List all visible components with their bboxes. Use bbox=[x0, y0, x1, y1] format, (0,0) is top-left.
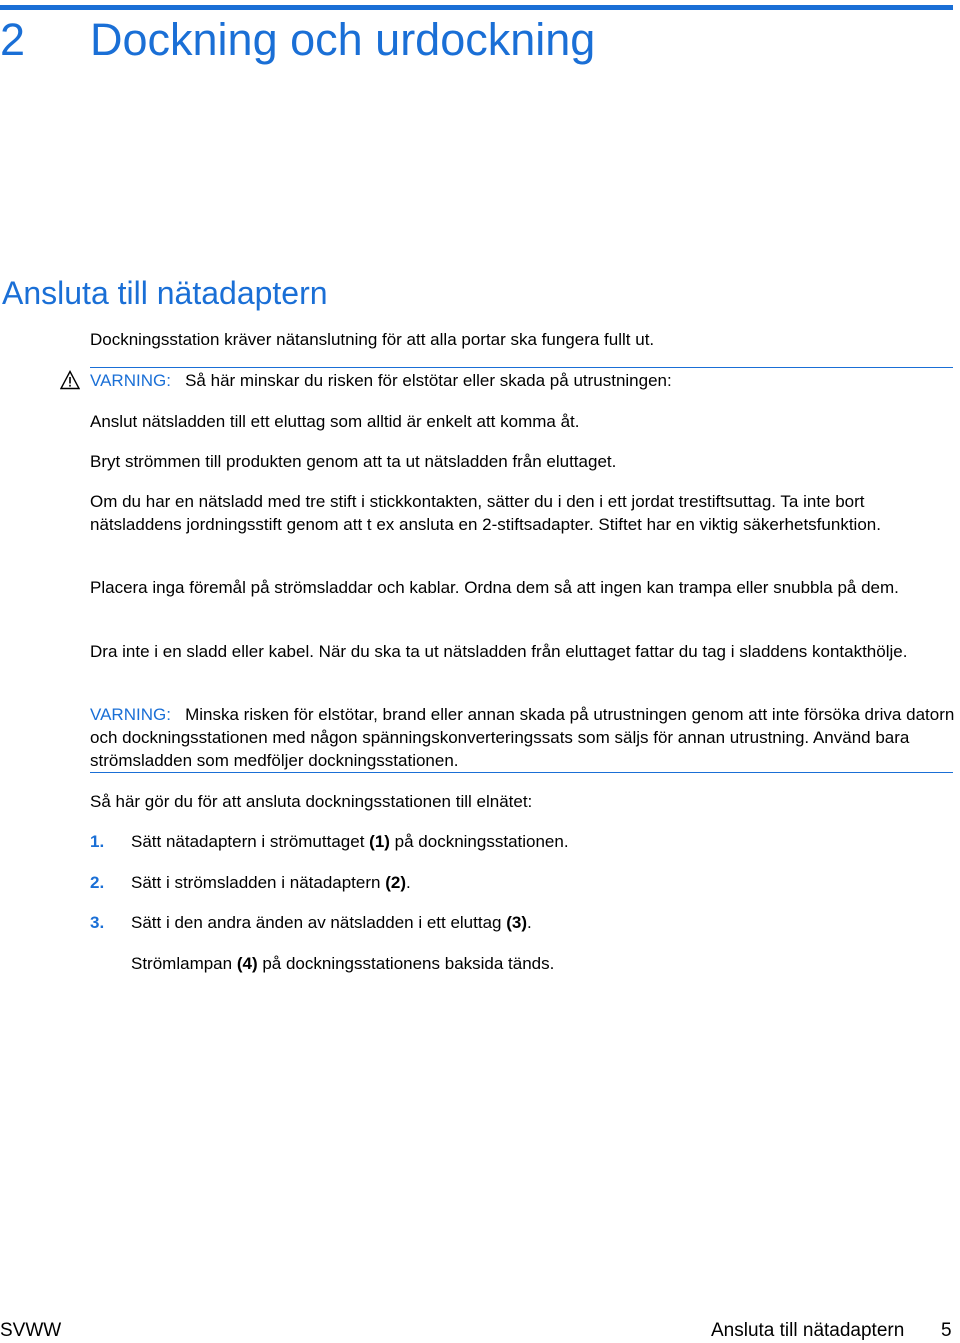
step-number: 2. bbox=[90, 873, 105, 892]
step-ref: (1) bbox=[369, 832, 390, 851]
step-number: 1. bbox=[90, 832, 105, 851]
result-ref: (4) bbox=[236, 954, 258, 973]
warning-1-text: Så här minskar du risken för elstötar eller skada på utrustningen: bbox=[185, 371, 672, 390]
warning-2 bbox=[90, 703, 960, 772]
warning-item: Placera inga föremål på strömsladdar och kablar. Ordna dem så att ingen kan trampa eller snubbla på dem. bbox=[90, 578, 899, 597]
section-title: Ansluta till nätadaptern bbox=[2, 275, 328, 311]
warning-bottom-rule bbox=[90, 772, 953, 773]
footer-left: SVWW bbox=[0, 1320, 62, 1341]
warning-2-label: VARNING: bbox=[90, 705, 171, 724]
intro-paragraph: Dockningsstation kräver nätanslutning för att alla portar ska fungera fullt ut. bbox=[90, 330, 655, 349]
step-number: 3. bbox=[90, 913, 105, 932]
step-ref: (2) bbox=[385, 873, 406, 892]
warning-top-rule bbox=[90, 367, 953, 368]
warning-item: Om du har en nätsladd med tre stift i stickkontakten, sätter du i den i ett jordat trestiftsuttag. Ta inte bort nätsladdens jordningsstift genom att t ex ansluta en 2-stiftsadapter. Stiftet har en viktig säkerhetsfunktion. bbox=[90, 492, 881, 534]
chapter-top-rule bbox=[0, 5, 953, 10]
step-result: Strömlampan (4) på dockningsstationens baksida tänds. bbox=[131, 954, 555, 973]
steps-intro: Så här gör du för att ansluta dockningsstationen till elnätet: bbox=[90, 792, 533, 811]
warning-item: Anslut nätsladden till ett eluttag som alltid är enkelt att komma åt. bbox=[90, 412, 580, 431]
chapter-heading bbox=[0, 14, 595, 66]
footer-title: Ansluta till nätadaptern bbox=[711, 1320, 905, 1341]
step-text: Sätt i strömsladden i nätadaptern (2). bbox=[131, 873, 411, 892]
chapter-number: 2 bbox=[0, 14, 26, 65]
warning-item: Bryt strömmen till produkten genom att ta ut nätsladden från eluttaget. bbox=[90, 452, 617, 471]
step-text: Sätt nätadaptern i strömuttaget (1) på dockningsstationen. bbox=[131, 832, 569, 851]
warning-triangle-icon bbox=[60, 370, 80, 390]
warning-2-text: Minska risken för elstötar, brand eller annan skada på utrustningen genom att inte försöka driva datorn och dockningsstationen med någon spänningskonverteringssats som säljs för annan utrustning. Använd bara strömsladden som medföljer dockningsstationen. bbox=[90, 705, 955, 770]
page-number: 5 bbox=[941, 1320, 952, 1341]
warning-1-label: VARNING: bbox=[90, 371, 171, 390]
warning-1 bbox=[90, 369, 960, 392]
chapter-title: Dockning och urdockning bbox=[90, 14, 596, 65]
warning-item: Dra inte i en sladd eller kabel. När du ska ta ut nätsladden från eluttaget fattar du tag i sladdens kontakthölje. bbox=[90, 642, 908, 661]
step-ref: (3) bbox=[506, 913, 528, 932]
step-text: Sätt i den andra änden av nätsladden i ett eluttag (3). bbox=[131, 913, 532, 932]
